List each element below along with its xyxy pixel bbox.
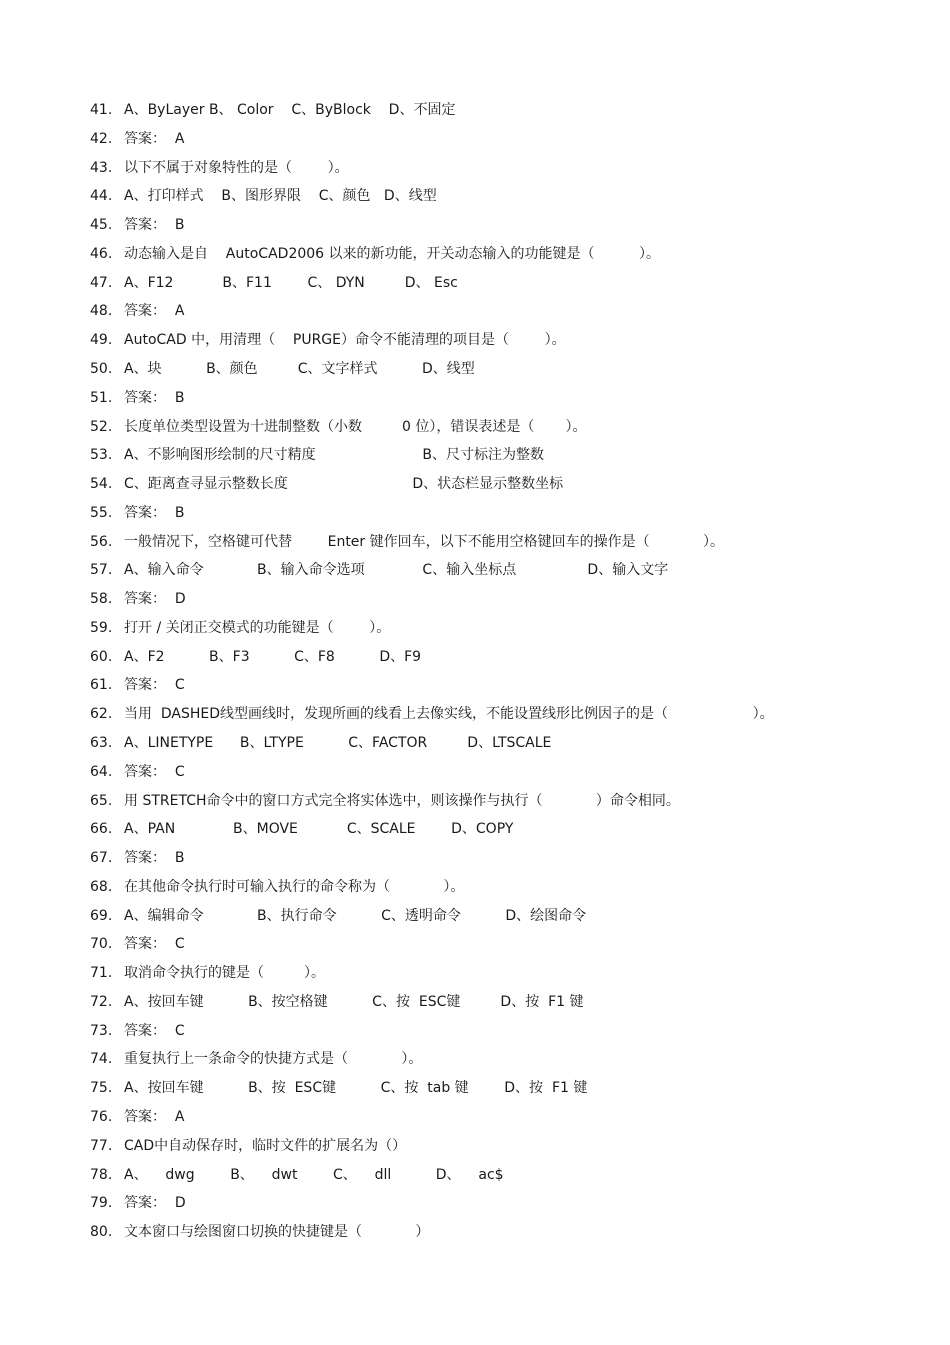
line-number: 41. bbox=[90, 102, 113, 118]
question-line bbox=[90, 531, 724, 553]
line-text: 答案： B bbox=[124, 850, 185, 866]
question-line bbox=[90, 933, 185, 955]
line-number: 54. bbox=[90, 476, 113, 492]
question-line bbox=[90, 588, 186, 610]
question-line bbox=[90, 818, 513, 840]
line-number: 70. bbox=[90, 936, 113, 953]
line-number: 45. bbox=[90, 217, 113, 234]
line-text: 打开 / 关闭正交模式的功能键是（ ）。 bbox=[124, 619, 391, 636]
line-number: 42. bbox=[90, 130, 113, 147]
line-number: 72. bbox=[90, 993, 113, 1010]
line-number: 67. bbox=[90, 850, 113, 866]
question-line bbox=[90, 703, 774, 725]
line-text: 长度单位类型设置为十进制整数（小数 0 位），错误表述是（ ）。 bbox=[124, 418, 587, 435]
line-text: 答案： C bbox=[124, 936, 185, 953]
line-text: C、距离查寻显示整数长度 D、状态栏显示整数坐标 bbox=[124, 476, 564, 492]
line-number: 74. bbox=[90, 1051, 113, 1068]
line-number: 77. bbox=[90, 1137, 113, 1154]
line-number: 51. bbox=[90, 389, 113, 406]
question-line bbox=[90, 214, 185, 236]
question-line bbox=[90, 243, 660, 265]
line-text: A、按回车键 B、按 ESC键 C、按 tab 键 D、按 F1 键 bbox=[124, 1080, 588, 1097]
line-text: 文本窗口与绘图窗口切换的快捷键是（ ） bbox=[124, 1224, 430, 1240]
line-text: CAD中自动保存时，临时文件的扩展名为（） bbox=[124, 1137, 407, 1154]
line-number: 43. bbox=[90, 159, 113, 176]
line-number: 71. bbox=[90, 965, 113, 982]
line-number: 50. bbox=[90, 360, 113, 377]
question-line bbox=[90, 847, 185, 869]
line-number: 80. bbox=[90, 1224, 113, 1240]
line-text: A、编辑命令 B、执行命令 C、透明命令 D、绘图命令 bbox=[124, 907, 587, 924]
question-line bbox=[90, 905, 586, 927]
line-text: 答案： A bbox=[124, 303, 185, 320]
line-text: A、F2 B、F3 C、F8 D、F9 bbox=[124, 648, 422, 665]
line-number: 64. bbox=[90, 763, 113, 780]
line-number: 46. bbox=[90, 245, 113, 262]
line-text: 用 STRETCH命令中的窗口方式完全将实体选中，则该操作与执行（ ）命令相同。 bbox=[124, 792, 680, 809]
question-line bbox=[90, 99, 455, 121]
line-number: 73. bbox=[90, 1022, 113, 1039]
question-line bbox=[90, 329, 566, 351]
line-text: A、LINETYPE B、LTYPE C、FACTOR D、LTSCALE bbox=[124, 734, 552, 751]
line-number: 44. bbox=[90, 188, 113, 205]
line-text: 在其他命令执行时可输入执行的命令称为（ ）。 bbox=[124, 878, 465, 895]
line-text: A、ByLayer B、 Color C、ByBlock D、不固定 bbox=[124, 102, 456, 118]
line-text: 答案： D bbox=[124, 591, 186, 608]
question-line bbox=[90, 790, 680, 812]
line-number: 57. bbox=[90, 562, 113, 579]
line-text: A、输入命令 B、输入命令选项 C、输入坐标点 D、输入文字 bbox=[124, 562, 669, 579]
question-line bbox=[90, 1192, 186, 1214]
line-number: 48. bbox=[90, 303, 113, 320]
line-text: 当用 DASHED线型画线时，发现所画的线看上去像实线，不能设置线形比例因子的是（ ）。 bbox=[124, 706, 774, 723]
question-line bbox=[90, 185, 437, 207]
question-line bbox=[90, 502, 185, 524]
line-number: 62. bbox=[90, 706, 113, 723]
line-number: 47. bbox=[90, 274, 113, 291]
line-text: A、不影响图形绘制的尺寸精度 B、尺寸标注为整数 bbox=[124, 447, 544, 464]
line-text: AutoCAD 中，用清理（ PURGE）命令不能清理的项目是（ ）。 bbox=[124, 332, 566, 349]
line-text: 取消命令执行的键是（ ）。 bbox=[124, 965, 326, 982]
line-text: 答案： C bbox=[124, 763, 185, 780]
line-number: 63. bbox=[90, 734, 113, 751]
line-number: 61. bbox=[90, 677, 113, 694]
question-line bbox=[90, 732, 551, 754]
line-number: 79. bbox=[90, 1195, 113, 1212]
line-text: 答案： C bbox=[124, 677, 185, 694]
question-line bbox=[90, 1020, 185, 1042]
line-number: 69. bbox=[90, 907, 113, 924]
question-line bbox=[90, 387, 185, 409]
line-text: 答案： C bbox=[124, 1022, 185, 1039]
question-line bbox=[90, 1221, 429, 1243]
line-number: 60. bbox=[90, 648, 113, 665]
question-line bbox=[90, 646, 421, 668]
line-number: 68. bbox=[90, 878, 113, 895]
line-number: 75. bbox=[90, 1080, 113, 1097]
question-line bbox=[90, 991, 584, 1013]
question-line bbox=[90, 617, 390, 639]
question-line bbox=[90, 876, 464, 898]
line-text: 动态输入是自 AutoCAD2006 以来的新功能，开关动态输入的功能键是（ ）。 bbox=[124, 245, 661, 262]
question-line bbox=[90, 559, 668, 581]
line-text: A、按回车键 B、按空格键 C、按 ESC键 D、按 F1 键 bbox=[124, 993, 584, 1010]
line-number: 76. bbox=[90, 1108, 113, 1125]
question-line bbox=[90, 962, 325, 984]
line-number: 49. bbox=[90, 332, 113, 349]
question-line bbox=[90, 761, 185, 783]
line-text: 答案： A bbox=[124, 1108, 185, 1125]
question-line bbox=[90, 1077, 587, 1099]
line-text: A、F12 B、F11 C、 DYN D、 Esc bbox=[124, 274, 458, 291]
question-line bbox=[90, 272, 458, 294]
question-line bbox=[90, 1135, 406, 1157]
question-line bbox=[90, 416, 587, 438]
question-line bbox=[90, 128, 184, 150]
question-line bbox=[90, 1048, 422, 1070]
line-number: 59. bbox=[90, 619, 113, 636]
line-text: A、打印样式 B、图形界限 C、颜色 D、线型 bbox=[124, 188, 437, 205]
line-number: 65. bbox=[90, 792, 113, 809]
line-number: 53. bbox=[90, 447, 113, 464]
line-number: 56. bbox=[90, 533, 113, 550]
line-number: 58. bbox=[90, 591, 113, 608]
question-line bbox=[90, 444, 544, 466]
line-text: 答案： A bbox=[124, 130, 185, 147]
line-number: 55. bbox=[90, 504, 113, 521]
question-line bbox=[90, 157, 349, 179]
question-line bbox=[90, 1106, 184, 1128]
line-text: 一般情况下，空格键可代替 Enter 键作回车，以下不能用空格键回车的操作是（ ）。 bbox=[124, 533, 725, 550]
line-text: 答案： B bbox=[124, 389, 185, 406]
question-line bbox=[90, 1164, 504, 1186]
line-number: 52. bbox=[90, 418, 113, 435]
line-text: A、PAN B、MOVE C、SCALE D、COPY bbox=[124, 821, 514, 838]
question-line bbox=[90, 300, 184, 322]
line-text: A、 dwg B、 dwt C、 dll D、 ac$ bbox=[124, 1166, 504, 1183]
line-text: 答案： B bbox=[124, 217, 185, 234]
line-number: 66. bbox=[90, 821, 113, 838]
line-text: A、块 B、颜色 C、文字样式 D、线型 bbox=[124, 360, 475, 377]
line-text: 以下不属于对象特性的是（ ）。 bbox=[124, 159, 349, 176]
question-line bbox=[90, 358, 475, 380]
line-number: 78. bbox=[90, 1166, 113, 1183]
question-line bbox=[90, 473, 563, 495]
line-text: 答案： B bbox=[124, 504, 185, 521]
line-text: 答案： D bbox=[124, 1195, 186, 1212]
question-line bbox=[90, 674, 185, 696]
line-text: 重复执行上一条命令的快捷方式是（ ）。 bbox=[124, 1051, 423, 1068]
